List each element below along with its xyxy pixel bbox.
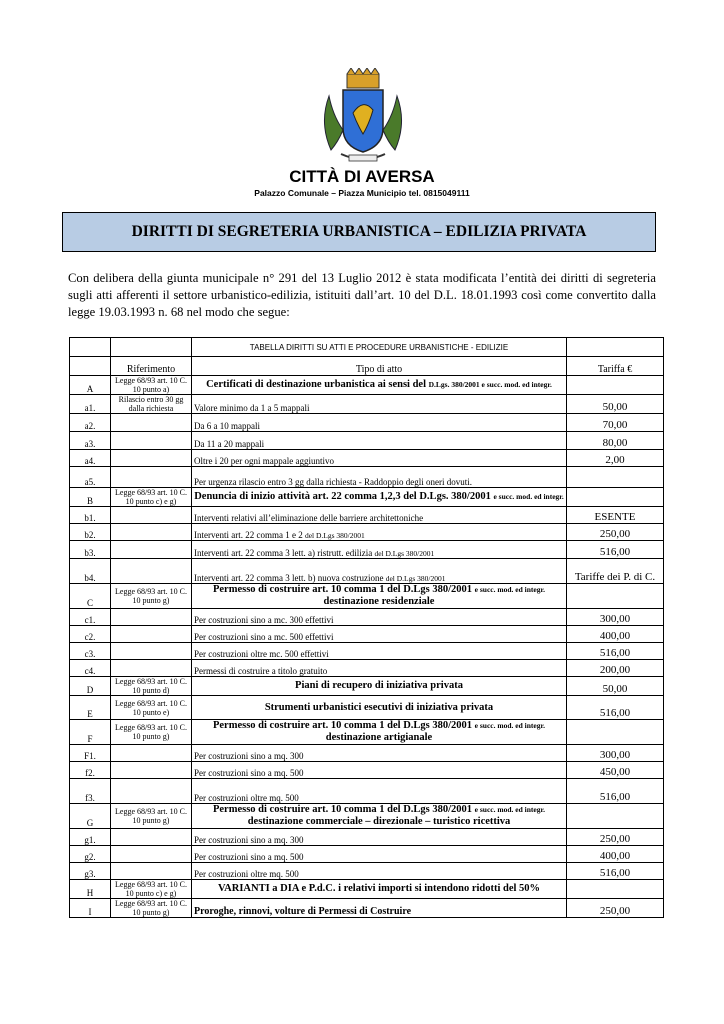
table-row <box>70 720 664 745</box>
row-description-text: Da 11 a 20 mappali <box>194 439 265 449</box>
table-row <box>70 609 664 626</box>
table-row <box>70 863 664 880</box>
row-reference-text: Legge 68/93 art. 10 C. 10 punto g) <box>115 899 187 917</box>
row-code <box>70 880 111 899</box>
row-description-text: Piani di recupero di iniziativa privata <box>295 680 463 691</box>
row-code <box>70 609 111 626</box>
row-description <box>192 432 567 450</box>
row-code-text: a2. <box>84 421 96 431</box>
row-description-note: del D.Lgs 380/2001 <box>385 574 446 583</box>
row-description-text: Proroghe, rinnovi, volture di Permessi di Costruire <box>194 906 412 917</box>
page-title: DIRITTI DI SEGRETERIA URBANISTICA – EDILIZIA PRIVATA <box>62 212 656 252</box>
row-code-text: I <box>88 907 92 917</box>
row-fee-text: 516,00 <box>599 546 631 558</box>
row-fee <box>567 432 664 450</box>
row-code-text: a5. <box>84 477 96 487</box>
fees-table <box>69 337 664 918</box>
row-fee <box>567 779 664 804</box>
row-fee <box>567 584 664 609</box>
row-description <box>192 696 567 720</box>
row-description <box>192 643 567 660</box>
row-fee <box>567 414 664 432</box>
table-header-row <box>70 357 664 376</box>
row-description-text: Strumenti urbanistici esecutivi di iniziativa privata <box>264 701 494 713</box>
row-reference-text: Legge 68/93 art. 10 C. 10 punto g) <box>115 807 187 825</box>
table-row <box>70 450 664 467</box>
row-fee <box>567 804 664 829</box>
row-fee <box>567 609 664 626</box>
row-description <box>192 720 567 745</box>
row-reference <box>111 414 192 432</box>
row-fee <box>567 899 664 918</box>
row-code <box>70 762 111 779</box>
row-description <box>192 584 567 609</box>
row-fee <box>567 376 664 395</box>
row-description-note: del D.Lgs 380/2001 <box>374 549 435 558</box>
row-reference <box>111 660 192 677</box>
row-reference <box>111 507 192 524</box>
row-reference-text: Legge 68/93 art. 10 C. 10 punto d) <box>115 677 187 695</box>
row-fee-text: 450,00 <box>599 766 631 778</box>
row-reference <box>111 899 192 918</box>
row-code <box>70 488 111 507</box>
row-fee-text: 516,00 <box>599 867 631 879</box>
row-description <box>192 863 567 880</box>
row-reference <box>111 432 192 450</box>
row-description-text: Da 6 a 10 mappali <box>194 421 260 431</box>
table-row <box>70 467 664 488</box>
row-code-text: G <box>86 818 94 828</box>
row-code <box>70 559 111 584</box>
row-fee <box>567 660 664 677</box>
table-row <box>70 660 664 677</box>
row-code-text: a1. <box>84 403 96 413</box>
row-reference <box>111 804 192 829</box>
row-description-text: Interventi art. 22 comma 3 lett. a) ristrutt. edilizia <box>194 548 373 558</box>
row-description-text: Permesso di costruire art. 10 comma 1 del D.Lgs 380/2001 <box>212 584 473 595</box>
row-description-text: Permessi di costruire a titolo gratuito <box>194 666 328 676</box>
row-description <box>192 414 567 432</box>
row-reference-text: Legge 68/93 art. 10 C. 10 punto c) e g) <box>115 880 187 898</box>
row-fee-text: 250,00 <box>599 528 631 540</box>
row-fee <box>567 450 664 467</box>
row-description-text: Permesso di costruire art. 10 comma 1 del D.Lgs 380/2001 <box>212 804 473 815</box>
row-code <box>70 524 111 541</box>
row-description-text: Interventi relativi all’eliminazione delle barriere architettoniche <box>194 513 424 523</box>
table-row <box>70 414 664 432</box>
row-description <box>192 846 567 863</box>
table-row <box>70 762 664 779</box>
row-reference-text: Legge 68/93 art. 10 C. 10 punto e) <box>115 698 187 717</box>
row-description-note: e succ. mod. ed integr. <box>474 721 546 730</box>
row-code <box>70 846 111 863</box>
row-description-text: Oltre i 20 per ogni mappale aggiuntivo <box>194 456 334 466</box>
row-description <box>192 376 567 395</box>
row-fee <box>567 626 664 643</box>
row-description-text: VARIANTI a DIA e P.d.C. i relativi importi si intendono ridotti del 50% <box>217 883 541 894</box>
table-row <box>70 899 664 918</box>
row-description <box>192 524 567 541</box>
row-code <box>70 677 111 696</box>
row-description-text: Permesso di costruire art. 10 comma 1 del D.Lgs 380/2001 <box>212 720 473 731</box>
row-code-text: E <box>87 709 93 719</box>
row-code <box>70 414 111 432</box>
table-row <box>70 880 664 899</box>
row-code <box>70 507 111 524</box>
table-row <box>70 677 664 696</box>
row-fee-text: 50,00 <box>602 401 628 413</box>
row-description <box>192 467 567 488</box>
row-reference <box>111 745 192 762</box>
row-fee-text: Tariffe dei P. di C. <box>574 571 656 583</box>
intro-paragraph: Con delibera della giunta municipale n° 291 del 13 Luglio 2012 è stata modificata l’entità dei diritti di segreteria sugli atti afferenti il settore urbanistico-edilizia, istituiti dall’art. 10 del D.L. 18.01.1993 così come convertito dalla legge 19.03.1993 n. 68 nel modo che segue: <box>68 271 656 319</box>
row-fee <box>567 829 664 846</box>
row-description-text: Per urgenza rilascio entro 3 gg dalla richiesta - Raddoppio degli oneri dovuti. <box>194 477 473 487</box>
row-code <box>70 829 111 846</box>
row-description <box>192 488 567 507</box>
row-fee-text: 2,00 <box>605 454 625 466</box>
city-crest-logo <box>313 68 413 168</box>
row-description <box>192 880 567 899</box>
row-description <box>192 804 567 829</box>
row-reference <box>111 626 192 643</box>
row-fee <box>567 524 664 541</box>
row-reference <box>111 779 192 804</box>
table-row <box>70 696 664 720</box>
col-tipo-di-atto: Tipo di atto <box>192 357 567 376</box>
row-code <box>70 584 111 609</box>
row-fee <box>567 880 664 899</box>
row-description <box>192 745 567 762</box>
row-reference-text: Legge 68/93 art. 10 C. 10 punto c) e g) <box>115 488 187 506</box>
row-description-text: Per costruzioni sino a mq. 300 <box>194 835 304 845</box>
row-fee <box>567 720 664 745</box>
row-fee <box>567 846 664 863</box>
row-fee <box>567 488 664 507</box>
row-fee <box>567 507 664 524</box>
row-reference <box>111 880 192 899</box>
row-description <box>192 626 567 643</box>
row-reference <box>111 584 192 609</box>
row-description-tail: destinazione artigianale <box>325 732 433 743</box>
row-code-text: b1. <box>84 513 96 523</box>
row-description <box>192 899 567 918</box>
col-tariffa: Tariffa € <box>567 357 664 376</box>
row-description-note: e succ. mod. ed integr. <box>493 492 564 501</box>
row-reference-text: Legge 68/93 art. 10 C. 10 punto a) <box>115 376 187 394</box>
row-description <box>192 660 567 677</box>
row-code-text: b4. <box>84 573 96 583</box>
row-description <box>192 677 567 696</box>
row-code <box>70 696 111 720</box>
row-code-text: F <box>87 734 93 744</box>
row-reference <box>111 609 192 626</box>
row-description-note: del D.Lgs 380/2001 <box>304 531 365 540</box>
row-code-text: c4. <box>84 666 96 676</box>
row-description <box>192 395 567 414</box>
table-caption: TABELLA DIRITTI SU ATTI E PROCEDURE URBANISTICHE - EDILIZIE <box>192 338 567 357</box>
row-code <box>70 432 111 450</box>
row-fee-text: ESENTE <box>594 511 636 523</box>
city-address: Palazzo Comunale – Piazza Municipio tel. 0815049111 <box>254 188 470 198</box>
row-code <box>70 899 111 918</box>
row-reference <box>111 762 192 779</box>
row-reference <box>111 376 192 395</box>
row-code-text: b3. <box>84 548 96 558</box>
row-code-text: c3. <box>84 649 96 659</box>
row-code <box>70 863 111 880</box>
row-description-note: e succ. mod. ed integr. <box>474 585 546 594</box>
row-description <box>192 507 567 524</box>
row-code-text: c2. <box>84 632 96 642</box>
row-code <box>70 660 111 677</box>
row-description-tail: destinazione commerciale – direzionale – turistico ricettiva <box>247 816 511 827</box>
row-reference <box>111 829 192 846</box>
row-code-text: a4. <box>84 456 96 466</box>
table-row <box>70 745 664 762</box>
row-description-text: Per costruzioni oltre mq. 500 <box>194 793 299 803</box>
row-code <box>70 804 111 829</box>
row-code-text: g3. <box>84 869 96 879</box>
row-fee-text: 516,00 <box>599 791 631 803</box>
row-fee <box>567 541 664 559</box>
row-fee-text: 516,00 <box>599 707 631 719</box>
row-fee-text: 300,00 <box>599 749 631 761</box>
row-code <box>70 467 111 488</box>
row-fee <box>567 696 664 720</box>
row-reference <box>111 643 192 660</box>
row-reference <box>111 488 192 507</box>
table-caption-row <box>70 338 664 357</box>
row-fee-text: 80,00 <box>602 437 628 449</box>
row-description-text: Per costruzioni oltre mc. 500 effettivi <box>194 649 329 659</box>
row-code <box>70 376 111 395</box>
row-reference-text: Legge 68/93 art. 10 C. 10 punto g) <box>115 587 187 605</box>
row-code-text: B <box>86 496 93 506</box>
row-reference <box>111 524 192 541</box>
row-code-text: F1. <box>84 751 96 761</box>
table-row <box>70 804 664 829</box>
row-fee-text: 400,00 <box>599 630 631 642</box>
row-description-note: D.Lgs. 380/2001 e succ. mod. ed integr. <box>428 380 552 389</box>
row-reference <box>111 559 192 584</box>
row-description <box>192 762 567 779</box>
row-fee <box>567 762 664 779</box>
row-code-text: A <box>86 384 94 394</box>
row-code-text: H <box>86 888 94 898</box>
row-reference <box>111 846 192 863</box>
table-row <box>70 376 664 395</box>
row-reference <box>111 677 192 696</box>
row-description-text: Per costruzioni sino a mq. 500 <box>194 852 304 862</box>
row-description-text: Valore minimo da 1 a 5 mappali <box>194 403 310 413</box>
row-code-text: f3. <box>85 793 95 803</box>
row-description-text: Per costruzioni sino a mc. 300 effettivi <box>194 615 334 625</box>
row-reference <box>111 541 192 559</box>
row-fee <box>567 745 664 762</box>
table-row <box>70 846 664 863</box>
row-fee <box>567 467 664 488</box>
row-description <box>192 779 567 804</box>
row-code-text: f2. <box>85 768 95 778</box>
row-description <box>192 559 567 584</box>
row-fee-text: 250,00 <box>599 905 631 917</box>
row-code <box>70 450 111 467</box>
row-code <box>70 626 111 643</box>
table-row <box>70 395 664 414</box>
row-fee-text: 400,00 <box>599 850 631 862</box>
row-code <box>70 745 111 762</box>
row-fee-text: 300,00 <box>599 613 631 625</box>
row-code <box>70 779 111 804</box>
row-fee <box>567 677 664 696</box>
row-reference <box>111 720 192 745</box>
city-name: CITTÀ DI AVERSA <box>289 167 435 186</box>
row-description-text: Per costruzioni sino a mq. 300 <box>194 751 304 761</box>
row-fee-text: 516,00 <box>599 647 631 659</box>
row-description-text: Per costruzioni oltre mq. 500 <box>194 869 299 879</box>
row-description-note: e succ. mod. ed integr. <box>474 805 546 814</box>
row-code-text: a3. <box>84 439 96 449</box>
table-row <box>70 829 664 846</box>
row-code <box>70 643 111 660</box>
row-code <box>70 395 111 414</box>
row-reference-text: Rilascio entro 30 gg dalla richiesta <box>118 395 184 413</box>
table-row <box>70 524 664 541</box>
row-code-text: C <box>86 598 93 608</box>
row-fee <box>567 559 664 584</box>
table-row <box>70 626 664 643</box>
row-description <box>192 541 567 559</box>
table-row <box>70 779 664 804</box>
row-code <box>70 541 111 559</box>
row-code-text: c1. <box>84 615 96 625</box>
table-row <box>70 541 664 559</box>
table-row <box>70 559 664 584</box>
row-reference-text: Legge 68/93 art. 10 C. 10 punto g) <box>115 723 187 741</box>
row-fee-text: 200,00 <box>599 664 631 676</box>
row-fee-text: 70,00 <box>602 419 628 431</box>
row-code <box>70 720 111 745</box>
table-row <box>70 432 664 450</box>
row-reference <box>111 467 192 488</box>
row-code-text: b2. <box>84 530 96 540</box>
row-description <box>192 450 567 467</box>
table-row <box>70 643 664 660</box>
row-description-text: Certificati di destinazione urbanistica ai sensi del <box>206 379 427 390</box>
row-description-text: Denuncia di inizio attività art. 22 comma 1,2,3 del D.Lgs. 380/2001 <box>194 491 491 502</box>
row-code-text: g1. <box>84 835 96 845</box>
row-description-text: Per costruzioni sino a mc. 500 effettivi <box>194 632 334 642</box>
col-riferimento: Riferimento <box>111 357 192 376</box>
table-row <box>70 488 664 507</box>
row-description <box>192 829 567 846</box>
table-row <box>70 507 664 524</box>
row-description-text: Per costruzioni sino a mq. 500 <box>194 768 304 778</box>
row-description-text: Interventi art. 22 comma 3 lett. b) nuova costruzione <box>194 573 384 583</box>
row-fee <box>567 863 664 880</box>
row-fee-text: 50,00 <box>602 683 628 695</box>
row-fee-text: 250,00 <box>599 833 631 845</box>
row-fee <box>567 643 664 660</box>
row-code-text: D <box>86 685 94 695</box>
row-description <box>192 609 567 626</box>
row-code-text: g2. <box>84 852 96 862</box>
row-reference <box>111 450 192 467</box>
row-fee <box>567 395 664 414</box>
row-reference <box>111 395 192 414</box>
row-reference <box>111 696 192 720</box>
row-description-tail: destinazione residenziale <box>323 596 435 607</box>
row-description-text: Interventi art. 22 comma 1 e 2 <box>194 530 303 540</box>
table-row <box>70 584 664 609</box>
row-reference <box>111 863 192 880</box>
